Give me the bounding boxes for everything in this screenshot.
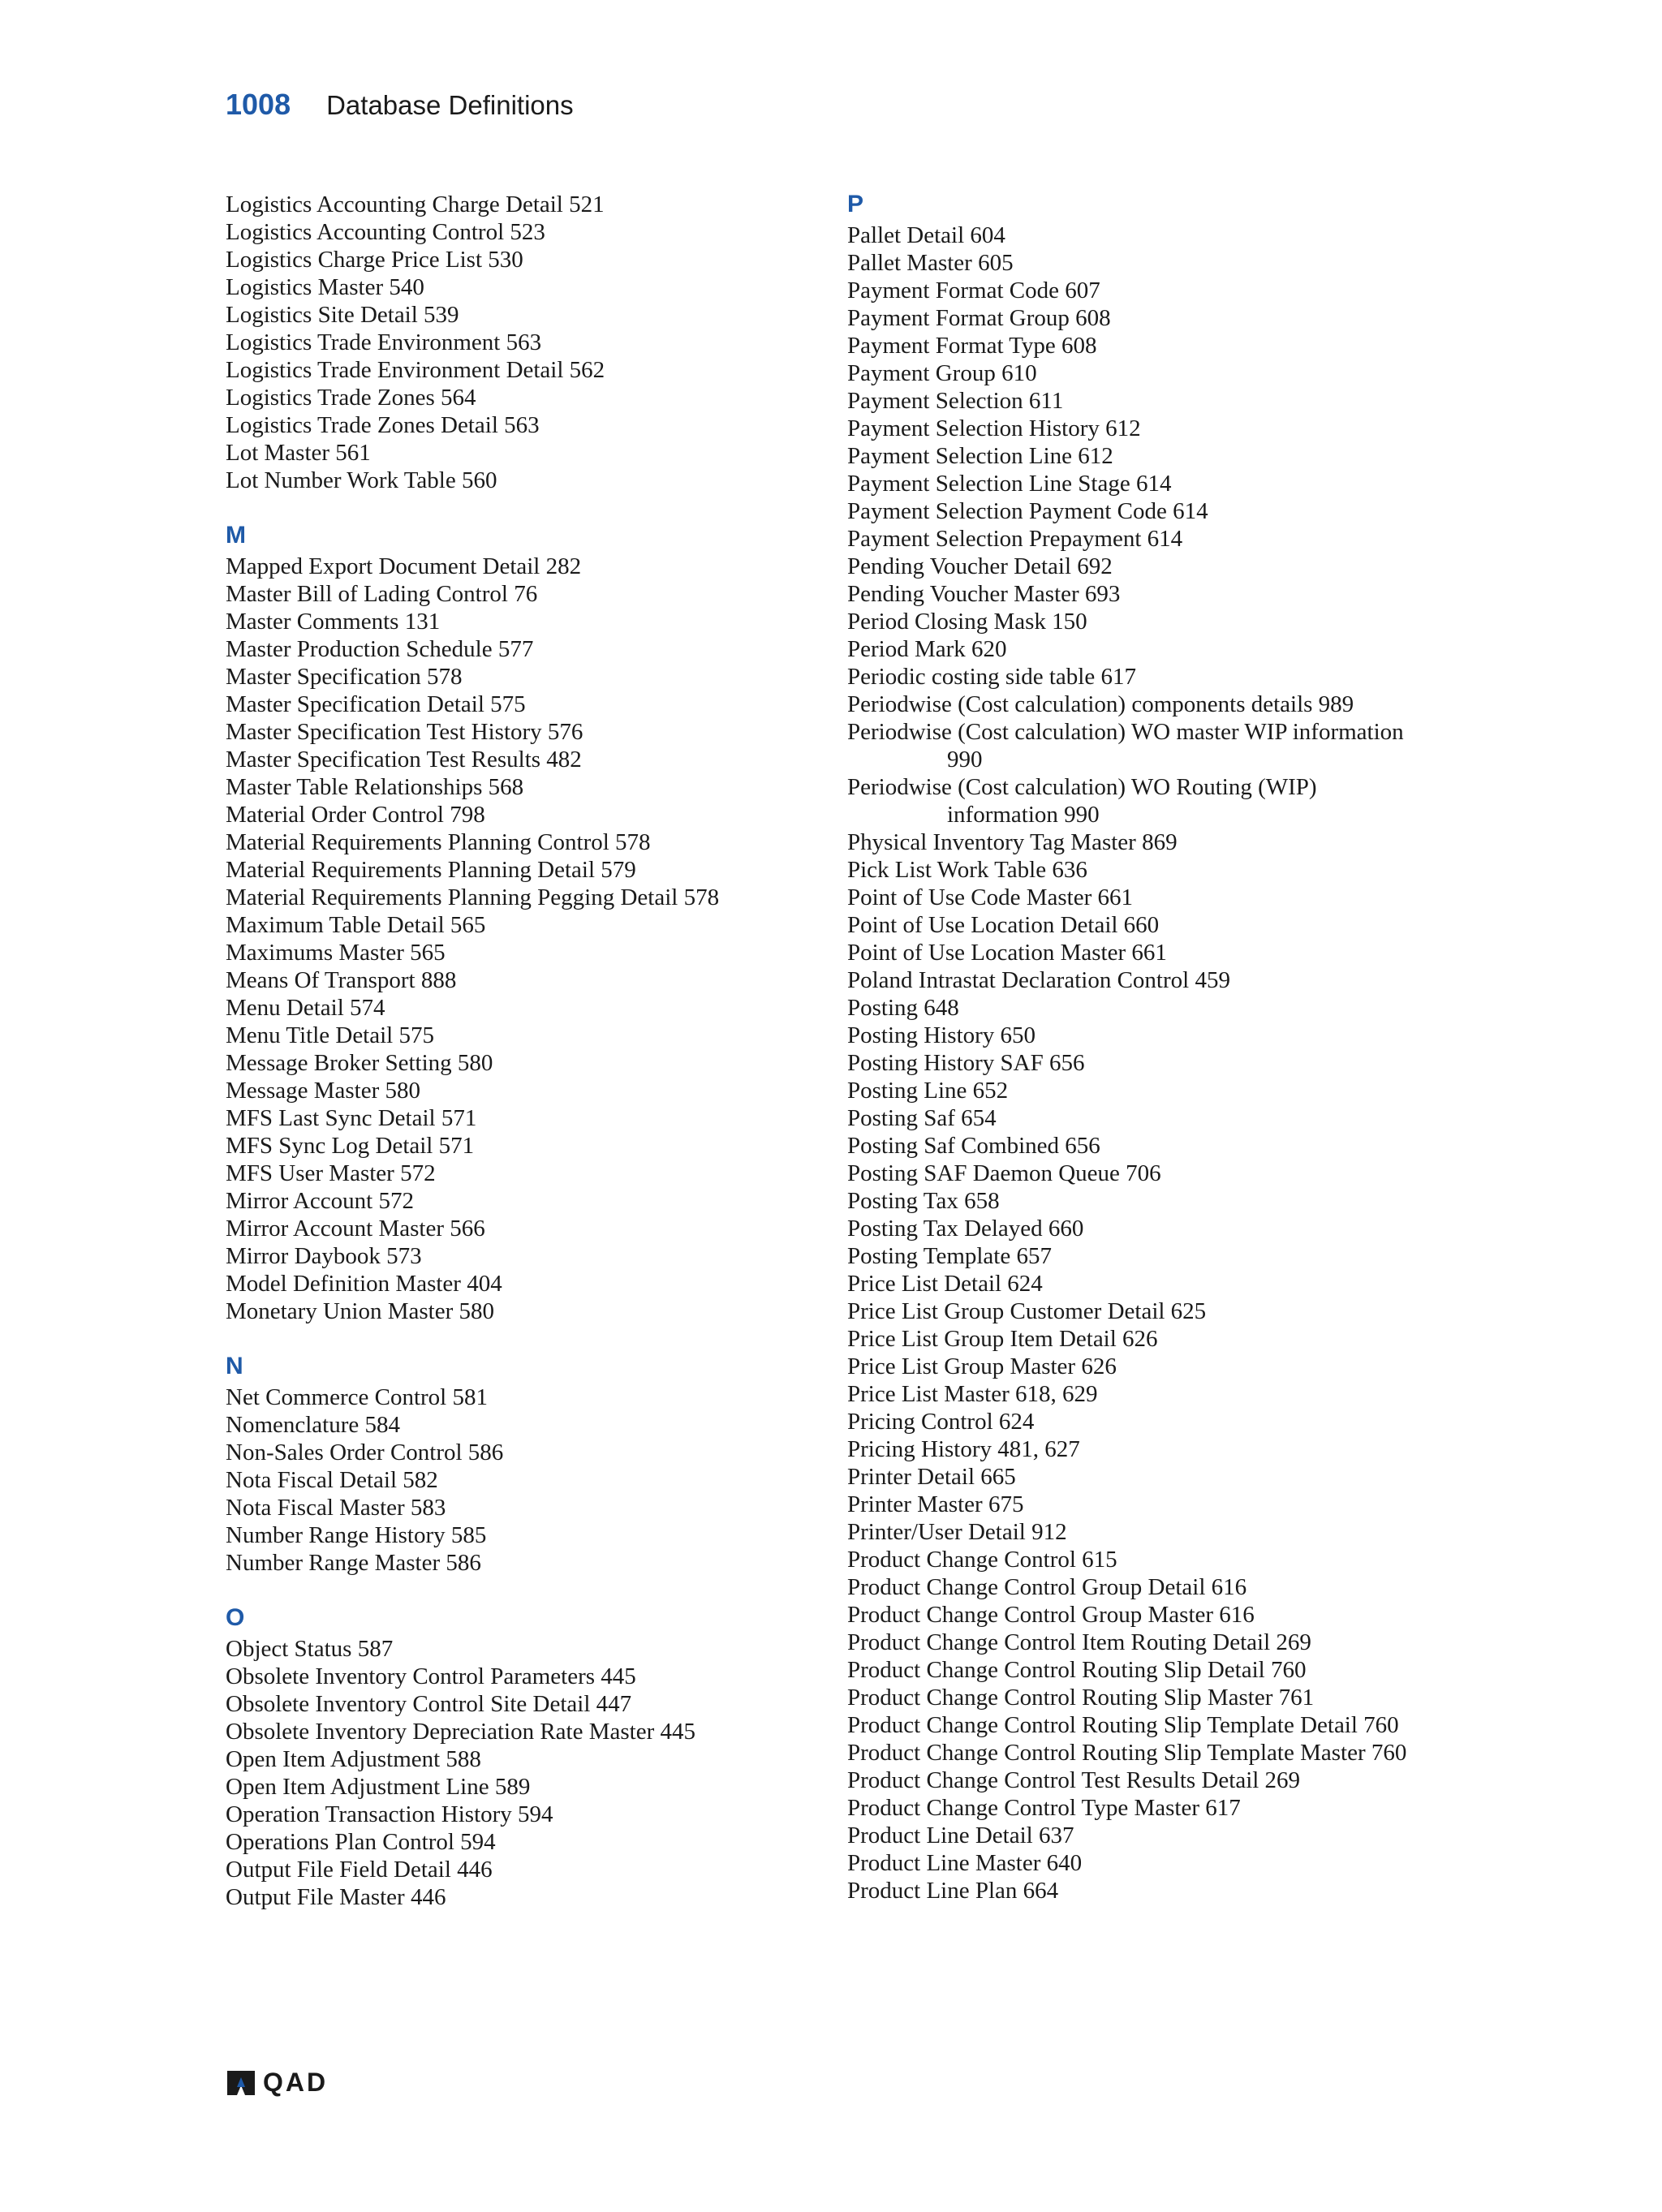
- index-entry: Period Closing Mask 150: [847, 609, 1087, 635]
- index-entry: Posting Tax 658: [847, 1188, 1000, 1214]
- page-number: 1008: [226, 88, 291, 121]
- index-entry: Product Change Control Routing Slip Master 761: [847, 1685, 1315, 1711]
- index-entry: Open Item Adjustment Line 589: [226, 1774, 531, 1800]
- index-entry: Material Order Control 798: [226, 802, 485, 828]
- index-entry: Obsolete Inventory Control Parameters 445: [226, 1663, 636, 1689]
- index-entry: Price List Group Item Detail 626: [847, 1326, 1158, 1352]
- index-entry: Pick List Work Table 636: [847, 857, 1087, 883]
- index-entry: Payment Selection Prepayment 614: [847, 526, 1183, 552]
- index-entry: Product Line Detail 637: [847, 1823, 1074, 1848]
- index-entry: Master Specification Detail 575: [226, 691, 526, 717]
- index-entry: Posting Tax Delayed 660: [847, 1216, 1084, 1242]
- index-entry: Model Definition Master 404: [226, 1271, 502, 1297]
- index-entry: Payment Format Group 608: [847, 305, 1111, 331]
- qad-logo-icon: [226, 2069, 256, 2097]
- index-entry: Printer/User Detail 912: [847, 1519, 1067, 1545]
- index-entry: Maximum Table Detail 565: [226, 912, 486, 938]
- index-entry: Mirror Daybook 573: [226, 1243, 422, 1269]
- index-entry: Master Production Schedule 577: [226, 636, 534, 662]
- index-entry: Logistics Trade Zones 564: [226, 385, 476, 411]
- index-entry: Price List Group Customer Detail 625: [847, 1298, 1207, 1324]
- index-entry: Obsolete Inventory Control Site Detail 447: [226, 1691, 632, 1717]
- index-entry: Pending Voucher Detail 692: [847, 553, 1113, 579]
- index-entry: Pending Voucher Master 693: [847, 581, 1121, 607]
- index-entry: Posting Line 652: [847, 1078, 1009, 1104]
- index-entry: Logistics Accounting Charge Detail 521: [226, 192, 605, 217]
- index-entry: Poland Intrastat Declaration Control 459: [847, 967, 1230, 993]
- index-entry: Printer Detail 665: [847, 1464, 1016, 1490]
- index-entry: Logistics Master 540: [226, 274, 424, 300]
- index-entry: Logistics Trade Environment 563: [226, 329, 542, 355]
- index-entry: Period Mark 620: [847, 636, 1007, 662]
- index-entry: Obsolete Inventory Depreciation Rate Master 445: [226, 1719, 696, 1745]
- index-entry: Logistics Trade Zones Detail 563: [226, 412, 540, 438]
- index-entry: Means Of Transport 888: [226, 967, 457, 993]
- index-entry: Logistics Trade Environment Detail 562: [226, 357, 605, 383]
- index-entry: Mirror Account Master 566: [226, 1216, 485, 1242]
- index-entry: Product Change Control Type Master 617: [847, 1795, 1241, 1821]
- index-entry: Posting Saf 654: [847, 1105, 997, 1131]
- index-entry: Master Comments 131: [226, 609, 441, 635]
- index-entry: Periodwise (Cost calculation) components details 989: [847, 691, 1354, 717]
- index-section-letter: O: [226, 1604, 245, 1631]
- index-entry: Master Specification 578: [226, 664, 463, 690]
- index-entry: Payment Group 610: [847, 360, 1037, 386]
- index-entry: Mapped Export Document Detail 282: [226, 553, 582, 579]
- index-entry: Master Specification Test Results 482: [226, 747, 582, 772]
- index-entry: Payment Selection Line 612: [847, 443, 1113, 469]
- index-entry: Price List Detail 624: [847, 1271, 1043, 1297]
- index-entry: Number Range Master 586: [226, 1550, 481, 1576]
- index-entry: Operations Plan Control 594: [226, 1829, 496, 1855]
- index-entry: Logistics Site Detail 539: [226, 302, 459, 328]
- index-entry: Product Line Master 640: [847, 1850, 1083, 1876]
- index-entry: Menu Title Detail 575: [226, 1022, 434, 1048]
- index-entry: Non-Sales Order Control 586: [226, 1440, 504, 1465]
- index-entry: Net Commerce Control 581: [226, 1384, 488, 1410]
- index-entry: Material Requirements Planning Pegging Detail 578: [226, 884, 720, 910]
- index-entry: Nomenclature 584: [226, 1412, 401, 1438]
- index-entry: Lot Master 561: [226, 440, 371, 466]
- index-section-letter: M: [226, 522, 246, 549]
- index-entry: Printer Master 675: [847, 1491, 1024, 1517]
- index-entry: Operation Transaction History 594: [226, 1801, 553, 1827]
- index-entry: Output File Master 446: [226, 1884, 446, 1910]
- index-entry: MFS Sync Log Detail 571: [226, 1133, 475, 1159]
- index-entry: Periodwise (Cost calculation) WO Routing (WIP) information 990: [847, 774, 1317, 828]
- index-entry: Payment Selection Line Stage 614: [847, 471, 1172, 497]
- index-entry: Master Bill of Lading Control 76: [226, 581, 538, 607]
- index-entry: Posting History SAF 656: [847, 1050, 1085, 1076]
- index-entry: Master Specification Test History 576: [226, 719, 583, 745]
- index-entry: Price List Group Master 626: [847, 1353, 1117, 1379]
- index-entry: Posting 648: [847, 995, 959, 1021]
- index-entry: Physical Inventory Tag Master 869: [847, 829, 1178, 855]
- logo-text: QAD: [263, 2068, 329, 2097]
- index-entry: Payment Format Code 607: [847, 278, 1100, 303]
- index-entry: Master Table Relationships 568: [226, 774, 524, 800]
- index-entry: Point of Use Location Master 661: [847, 940, 1167, 966]
- index-entry: Pricing History 481, 627: [847, 1436, 1080, 1462]
- index-column-left: [226, 191, 810, 1911]
- index-entry: Menu Detail 574: [226, 995, 385, 1021]
- index-entry: Object Status 587: [226, 1636, 394, 1662]
- index-entry: Material Requirements Planning Control 578: [226, 829, 651, 855]
- index-entry: MFS User Master 572: [226, 1160, 436, 1186]
- index-entry: Product Change Control Routing Slip Template Master 760: [847, 1740, 1407, 1766]
- index-entry: Logistics Accounting Control 523: [226, 219, 545, 245]
- index-entry: Posting Template 657: [847, 1243, 1052, 1269]
- index-entry: Posting Saf Combined 656: [847, 1133, 1100, 1159]
- index-entry: Point of Use Location Detail 660: [847, 912, 1160, 938]
- index-column-right: [847, 191, 1432, 1904]
- index-entry: Product Change Control Item Routing Detail 269: [847, 1629, 1311, 1655]
- index-entry: Logistics Charge Price List 530: [226, 247, 523, 273]
- index-entry: Periodic costing side table 617: [847, 664, 1136, 690]
- index-entry: Pricing Control 624: [847, 1409, 1035, 1435]
- index-entry: Maximums Master 565: [226, 940, 446, 966]
- index-entry: Message Master 580: [226, 1078, 421, 1104]
- index-entry: Payment Selection Payment Code 614: [847, 498, 1208, 524]
- index-entry: Message Broker Setting 580: [226, 1050, 493, 1076]
- index-entry: Product Change Control Routing Slip Template Detail 760: [847, 1712, 1399, 1738]
- index-entry: Posting SAF Daemon Queue 706: [847, 1160, 1161, 1186]
- index-section-letter: N: [226, 1353, 243, 1379]
- index-entry: Product Change Control Group Detail 616: [847, 1574, 1247, 1600]
- index-entry: Open Item Adjustment 588: [226, 1746, 481, 1772]
- index-entry: Nota Fiscal Master 583: [226, 1495, 446, 1521]
- index-entry: Payment Selection History 612: [847, 415, 1141, 441]
- index-entry: Pallet Master 605: [847, 250, 1014, 276]
- index-entry: Product Line Plan 664: [847, 1878, 1059, 1904]
- index-entry: Product Change Control Routing Slip Detail 760: [847, 1657, 1307, 1683]
- index-entry: Material Requirements Planning Detail 579: [226, 857, 636, 883]
- index-entry: Periodwise (Cost calculation) WO master WIP information 990: [847, 719, 1404, 772]
- index-entry: Price List Master 618, 629: [847, 1381, 1098, 1407]
- index-entry: Product Change Control Group Master 616: [847, 1602, 1255, 1628]
- page-header: [226, 88, 574, 128]
- index-entry: Product Change Control 615: [847, 1547, 1117, 1573]
- index-entry: Payment Format Type 608: [847, 333, 1097, 359]
- index-entry: MFS Last Sync Detail 571: [226, 1105, 477, 1131]
- page-title: Database Definitions: [326, 90, 574, 120]
- index-entry: Point of Use Code Master 661: [847, 884, 1133, 910]
- index-entry: Number Range History 585: [226, 1522, 487, 1548]
- index-section-letter: P: [847, 191, 864, 217]
- index-entry: Monetary Union Master 580: [226, 1298, 495, 1324]
- index-entry: Posting History 650: [847, 1022, 1036, 1048]
- index-entry: Pallet Detail 604: [847, 222, 1005, 248]
- index-entry: Payment Selection 611: [847, 388, 1064, 414]
- index-entry: Output File Field Detail 446: [226, 1857, 493, 1883]
- index-entry: Mirror Account 572: [226, 1188, 414, 1214]
- index-entry: Lot Number Work Table 560: [226, 467, 497, 493]
- index-entry: Product Change Control Test Results Detail 269: [847, 1767, 1301, 1793]
- index-entry: Nota Fiscal Detail 582: [226, 1467, 438, 1493]
- footer-logo: [226, 2068, 328, 2098]
